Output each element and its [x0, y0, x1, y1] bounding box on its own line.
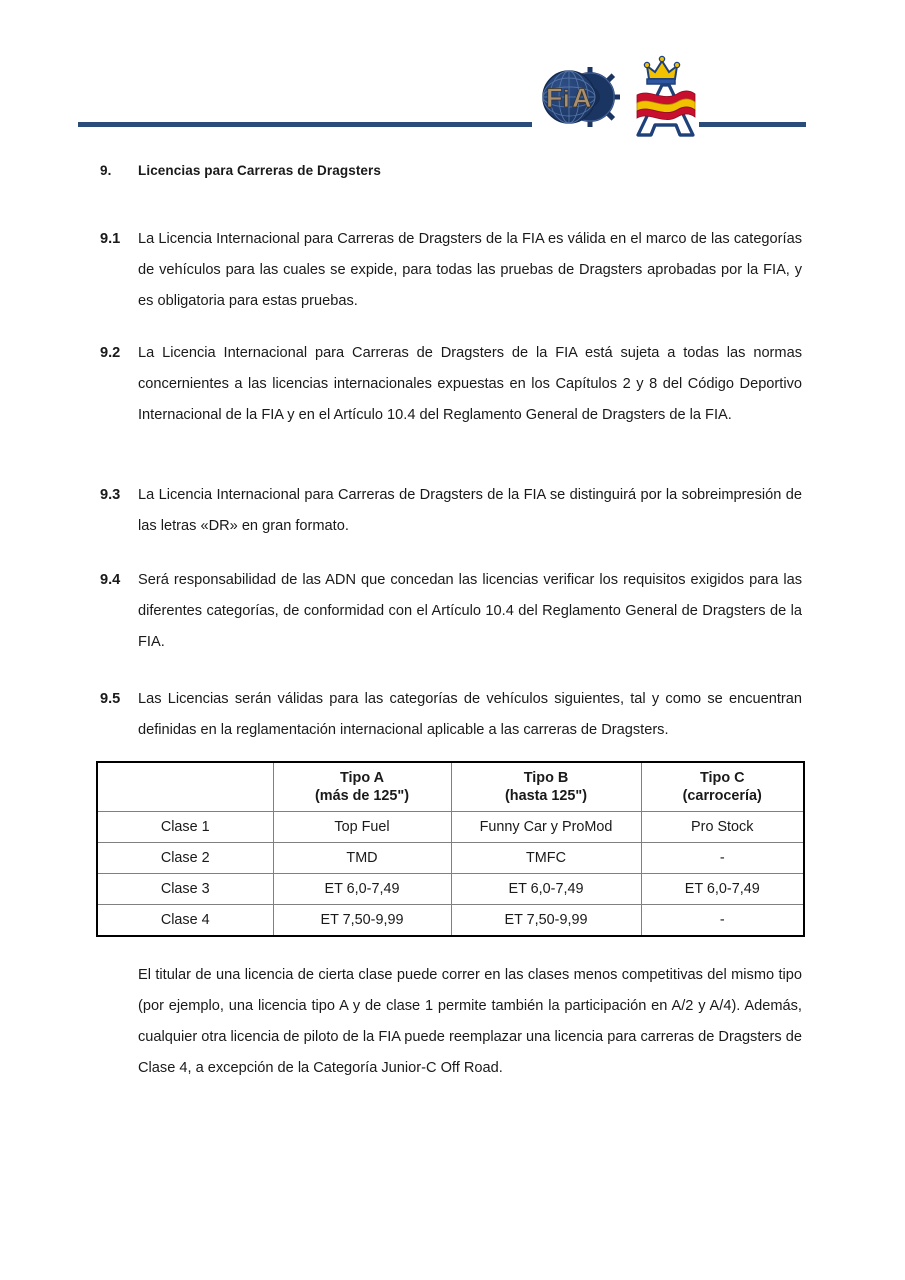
table-cell-class: Clase 2: [97, 843, 273, 874]
header-line-2: (carrocería): [682, 788, 762, 804]
table-cell-class: Clase 1: [97, 812, 273, 843]
header-line-2: (hasta 125"): [504, 788, 587, 804]
section-title: Licencias para Carreras de Dragsters: [138, 163, 381, 178]
table-cell-tipo-c: -: [641, 905, 804, 937]
table-cell-tipo-c: -: [641, 843, 804, 874]
paragraph-label: 9.3: [100, 487, 121, 503]
table-cell-tipo-a: ET 6,0-7,49: [273, 874, 451, 905]
table-header-cell-tipo-b: [451, 762, 641, 812]
table-header-row: [97, 762, 804, 812]
table-cell-tipo-b: TMFC: [451, 843, 641, 874]
svg-text:i: i: [563, 86, 570, 113]
rfeda-logo: [629, 55, 709, 140]
paragraph-9-1: [100, 224, 802, 317]
paragraph-label: 9.1: [100, 231, 121, 247]
header-line-1: Tipo A: [340, 770, 384, 786]
page-header: [0, 0, 905, 150]
paragraph-9-2: [100, 338, 802, 431]
table-cell-tipo-c: ET 6,0-7,49: [641, 874, 804, 905]
table-cell-tipo-b: Funny Car y ProMod: [451, 812, 641, 843]
paragraph-9-3: [100, 480, 802, 542]
svg-text:F: F: [546, 83, 563, 113]
header-line-2: (más de 125"): [314, 788, 409, 804]
header-line-1: Tipo C: [700, 770, 745, 786]
table-cell-tipo-c: Pro Stock: [641, 812, 804, 843]
table-row: [97, 843, 804, 874]
paragraph-text: La Licencia Internacional para Carreras de Dragsters de la FIA es válida en el marco de las categorías de vehículos para las cuales se expide, para todas las pruebas de Dragsters aprobadas por la FIA, y es obligatoria para estas pruebas.: [138, 231, 802, 309]
closing-paragraph: [100, 960, 802, 1084]
header-logos: [533, 55, 713, 140]
paragraph-text: La Licencia Internacional para Carreras de Dragsters de la FIA se distinguirá por la sobreimpresión de las letras «DR» en gran formato.: [138, 487, 802, 534]
table-cell-class: Clase 3: [97, 874, 273, 905]
header-rule-right: [699, 122, 806, 127]
table-cell-tipo-b: ET 6,0-7,49: [451, 874, 641, 905]
paragraph-label: 9.4: [100, 572, 121, 588]
crown-icon: [644, 56, 679, 84]
header-line-1: Tipo B: [523, 770, 569, 786]
table-header-cell-tipo-a: [273, 762, 451, 812]
table-header-cell-tipo-c: [641, 762, 804, 812]
page-title: [100, 163, 805, 178]
paragraph-9-5: [100, 684, 802, 746]
paragraph-text: Las Licencias serán válidas para las categorías de vehículos siguientes, tal y como se encuentran definidas en la reglamentación internacional aplicable a las carreras de Dragsters.: [138, 691, 802, 738]
table-row: [97, 874, 804, 905]
paragraph-text: El titular de una licencia de cierta clase puede correr en las clases menos competitivas del mismo tipo (por ejemplo, una licencia tipo A y de clase 1 permite también la participación en A/2 y A/4). Además, cualquier otra licencia de piloto de la FIA puede reemplazar una licencia para carreras de Dragsters de Clase 4, a excepción de la Categoría Junior-C Off Road.: [138, 967, 802, 1076]
paragraph-text: La Licencia Internacional para Carreras de Dragsters de la FIA está sujeta a todas las normas concernientes a las licencias internacionales expuestas en los Capítulos 2 y 8 del Código Deportivo Internacional de la FIA y en el Artículo 10.4 del Reglamento General de Dragsters de la FIA.: [138, 345, 802, 423]
svg-text:A: A: [572, 83, 592, 113]
table-cell-tipo-b: ET 7,50-9,99: [451, 905, 641, 937]
table-cell-tipo-a: ET 7,50-9,99: [273, 905, 451, 937]
table-header-cell-blank: [97, 762, 273, 812]
paragraph-text: Será responsabilidad de las ADN que concedan las licencias verificar los requisitos exigidos para las diferentes categorías, de conformidad con el Artículo 10.4 del Reglamento General de Dragsters de la FIA.: [138, 572, 802, 650]
header-rule-left: [78, 122, 532, 127]
table-cell-tipo-a: TMD: [273, 843, 451, 874]
table-cell-class: Clase 4: [97, 905, 273, 937]
paragraph-9-4: [100, 565, 802, 658]
licence-classes-table: [96, 761, 803, 937]
fia-logo: [533, 63, 623, 131]
table-row: [97, 812, 804, 843]
paragraph-label: 9.5: [100, 691, 121, 707]
table-cell-tipo-a: Top Fuel: [273, 812, 451, 843]
table-row: [97, 905, 804, 937]
paragraph-label: 9.2: [100, 345, 121, 361]
section-number: 9.: [100, 163, 112, 178]
